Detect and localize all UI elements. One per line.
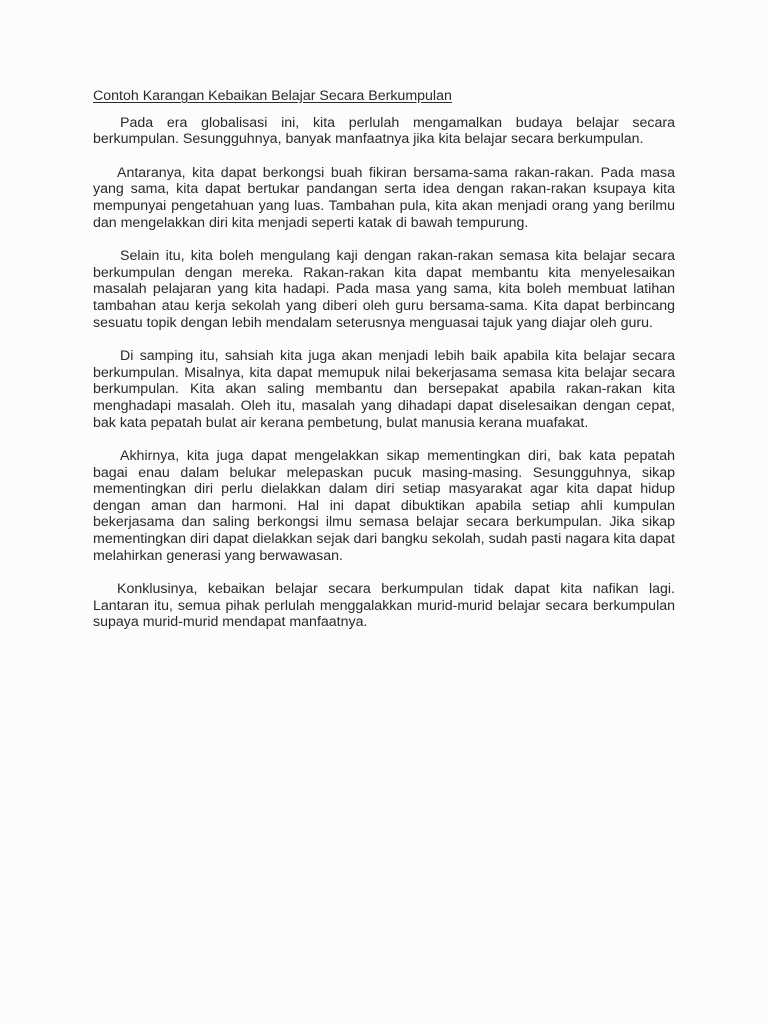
paragraph-conclusion: Konklusinya, kebaikan belajar secara berkumpulan tidak dapat kita nafikan lagi. Lantaran itu, semua pihak perlulah menggalakkan murid-murid belajar secara berkumpulan supaya murid-murid mendapat manfaatnya. [93,581,675,631]
paragraph-point-four: Akhirnya, kita juga dapat mengelakkan sikap mementingkan diri, bak kata pepatah bagai enau dalam belukar melepaskan pucuk masing-masing. Sesungguhnya, sikap mementingkan diri perlu dielakkan dalam diri setiap masyarakat agar kita dapat hidup dengan aman dan harmoni. Hal ini dapat dibuktikan apabila setiap ahli kumpulan bekerjasama dan saling berkongsi ilmu semasa belajar secara berkumpulan. Jika sikap mementingkan diri dapat dielakkan sejak dari bangku sekolah, sudah pasti nagara kita dapat melahirkan generasi yang berwawasan. [93,448,675,564]
paragraph-point-one: Antaranya, kita dapat berkongsi buah fikiran bersama-sama rakan-rakan. Pada masa yang sama, kita dapat bertukar pandangan serta idea dengan rakan-rakan ksupaya kita mempunyai pengetahuan yang luas. Tambahan pula, kita akan menjadi orang yang berilmu dan mengelakkan diri kita menjadi seperti katak di bawah tempurung. [93,164,675,231]
paragraph-point-three: Di samping itu, sahsiah kita juga akan menjadi lebih baik apabila kita belajar secara berkumpulan. Misalnya, kita dapat memupuk nilai bekerjasama semasa kita belajar secara berkumpulan. Kita akan saling membantu dan bersepakat apabila rakan-rakan kita menghadapi masalah. Oleh itu, masalah yang dihadapi dapat diselesaikan dengan cepat, bak kata pepatah bulat air kerana pembetung, bulat manusia kerana muafakat. [93,348,675,431]
document-title: Contoh Karangan Kebaikan Belajar Secara Berkumpulan [93,88,452,104]
paragraph-introduction: Pada era globalisasi ini, kita perlulah mengamalkan budaya belajar secara berkumpulan. Sesungguhnya, banyak manfaatnya jika kita belajar secara berkumpulan. [93,114,675,148]
paragraph-point-two: Selain itu, kita boleh mengulang kaji dengan rakan-rakan semasa kita belajar secara berkumpulan dengan mereka. Rakan-rakan kita dapat membantu kita menyelesaikan masalah pelajaran yang kita hadapi. Pada masa yang sama, kita boleh membuat latihan tambahan atau kerja sekolah yang diberi oleh guru bersama-sama. Kita dapat berbincang sesuatu topik dengan lebih mendalam seterusnya menguasai tajuk yang diajar oleh guru. [93,248,675,331]
document-body [93,88,675,648]
